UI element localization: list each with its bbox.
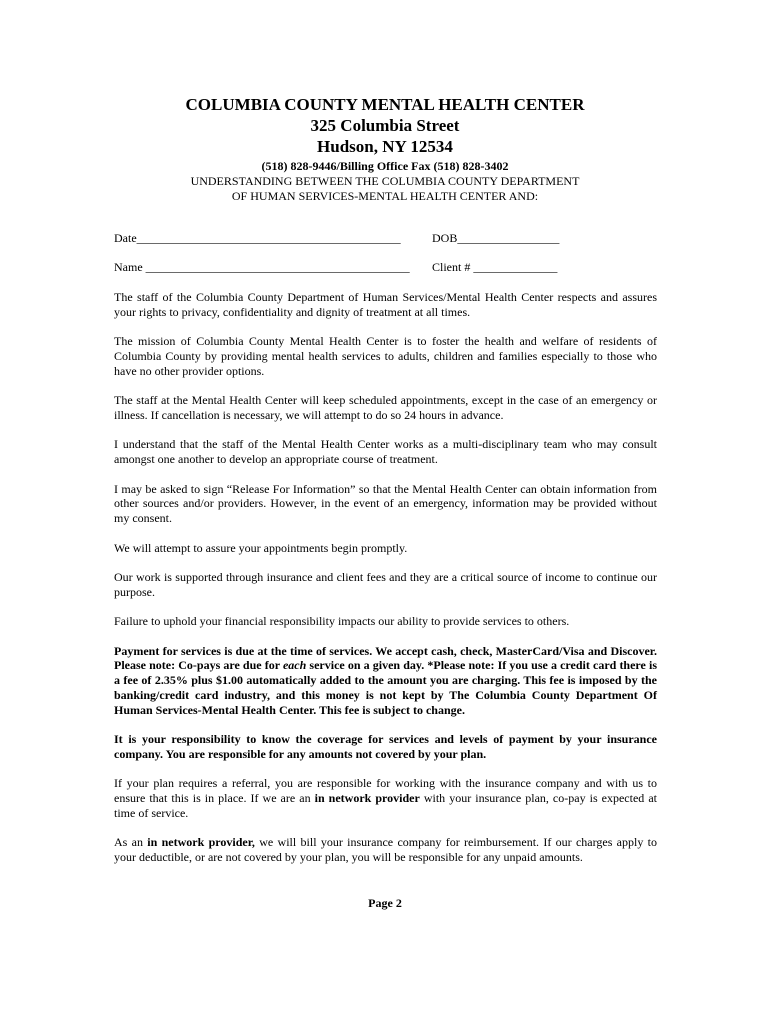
name-client-row — [114, 260, 659, 276]
understanding-line-2: OF HUMAN SERVICES-MENTAL HEALTH CENTER AND: — [231, 189, 539, 203]
phone-fax-line: (518) 828-9446/Billing Office Fax (518) 828-3402 — [261, 159, 509, 173]
paragraph-mission: The mission of Columbia County Mental Health Center is to foster the health and welfare of residents of Columbia County by providing mental health services to adults, children and families especially to those who have no other provider options. — [114, 334, 657, 378]
organization-name: COLUMBIA COUNTY MENTAL HEALTH CENTER — [185, 95, 585, 114]
paragraph-release: I may be asked to sign “Release For Information” so that the Mental Health Center can obtain information from other sources and/or providers. However, in the event of an emergency, information may be provided without my consent. — [114, 481, 657, 526]
referral-text-a: If your plan requires a referral, you are responsible for working with the insurance company and with us to ensure that this is in place. If we are an — [114, 776, 657, 806]
name-field[interactable]: Name ____________________________________________ — [114, 260, 410, 274]
payment-text-emphasis: each — [282, 658, 307, 673]
dob-field[interactable]: DOB_________________ — [432, 231, 560, 245]
paragraph-referral — [114, 776, 657, 820]
understanding-line-1: UNDERSTANDING BETWEEN THE COLUMBIA COUNTY DEPARTMENT — [190, 174, 580, 188]
paragraph-team: I understand that the staff of the Mental Health Center works as a multi-disciplinary team who may consult amongst one another to develop an appropriate course of treatment. — [114, 437, 657, 467]
referral-text-b: with your insurance plan, co-pay is expected at time of service. — [114, 791, 657, 820]
page-number: Page 2 — [368, 896, 402, 910]
paragraph-privacy: The staff of the Columbia County Department of Human Services/Mental Health Center respects and assures your rights to privacy, confidentiality and dignity of treatment at all times. — [114, 290, 657, 319]
date-field[interactable]: Date____________________________________________ — [114, 231, 401, 245]
payment-text-b: service on a given day. *Please note: If you use a credit card there is a fee of 2.35% plus $1.00 automatically added to the amount you are charging. This fee is imposed by the banking/credit card industry, and this money is not kept by The Columbia County Department Of Human Services-Mental Health Center. This fee is subject to change. — [114, 658, 657, 717]
billing-text-b: we will bill your insurance company for reimbursement. If our charges apply to your deductible, or are not covered by your plan, you will be responsible for any unpaid amounts. — [114, 835, 657, 865]
paragraph-financial-responsibility: Failure to uphold your financial responsibility impacts our ability to provide services to others. — [114, 614, 570, 629]
client-number-field[interactable]: Client # ______________ — [432, 260, 558, 274]
street-address: 325 Columbia Street — [310, 116, 460, 135]
billing-text-bold: in network provider, — [147, 835, 255, 850]
agreement-body — [114, 290, 657, 879]
paragraph-funding: Our work is supported through insurance and client fees and they are a critical source of income to continue our purpose. — [114, 569, 657, 599]
paragraph-coverage: It is your responsibility to know the coverage for services and levels of payment by your insurance company. You are responsible for any amounts not covered by your plan. — [114, 732, 657, 761]
payment-text-a: Payment for services is due at the time of services. We accept cash, check, MasterCard/Visa and Discover. Please note: Co-pays are due for — [114, 643, 657, 673]
paragraph-promptness: We will attempt to assure your appointments begin promptly. — [114, 540, 408, 555]
letterhead — [0, 94, 770, 204]
date-dob-row — [114, 231, 659, 247]
paragraph-appointments: The staff at the Mental Health Center will keep scheduled appointments, except in the case of an emergency or illness. If cancellation is necessary, we will attempt to do so 24 hours in advance. — [114, 393, 657, 422]
city-state-zip: Hudson, NY 12534 — [317, 137, 453, 156]
billing-text-a: As an — [114, 835, 148, 850]
referral-text-bold: in network provider — [314, 791, 420, 806]
paragraph-billing — [114, 835, 657, 865]
paragraph-payment — [114, 644, 657, 718]
